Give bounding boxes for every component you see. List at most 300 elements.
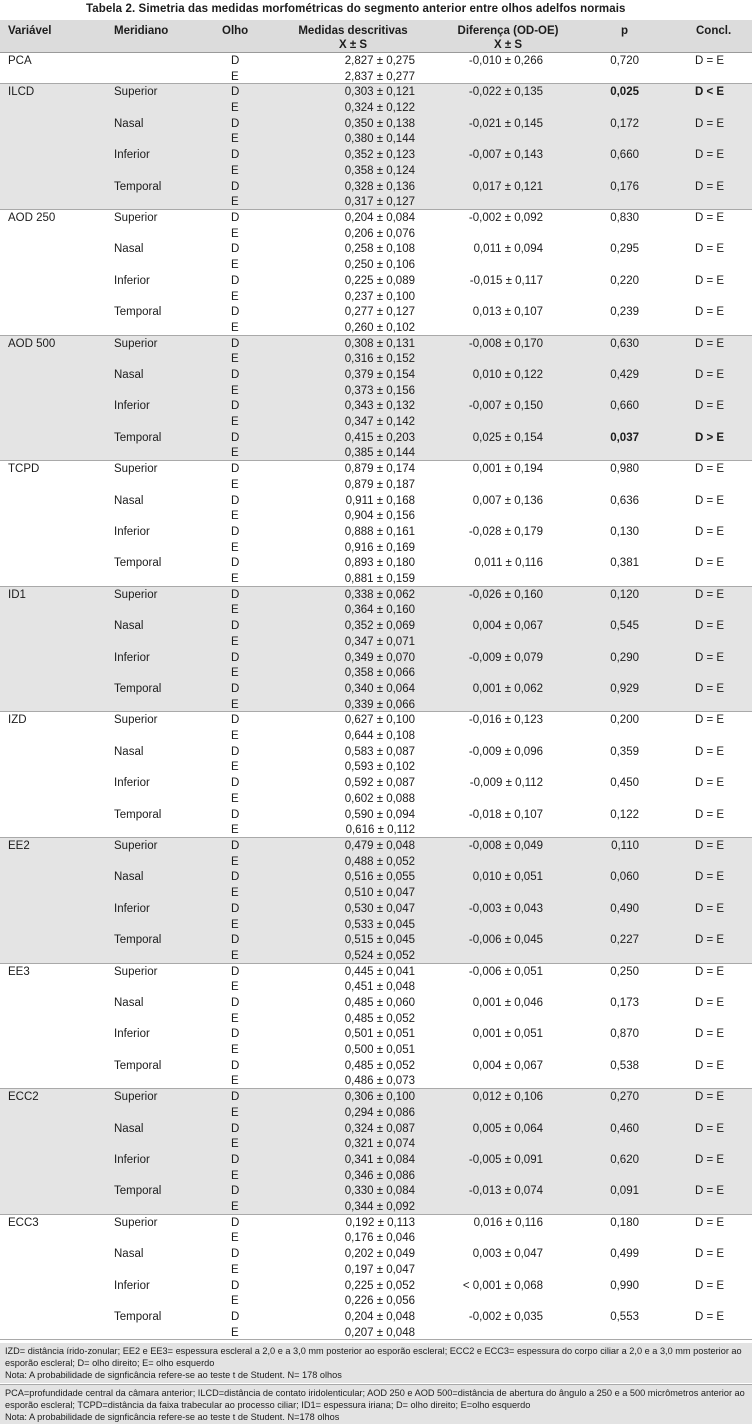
- meridian-label: Superior: [114, 212, 158, 224]
- footnote-note: Nota: A probabilidade de signficância refere-se ao teste t de Student. N= 178 olhos: [5, 1370, 342, 1380]
- measure-oe: 0,197 ± 0,047: [344, 1263, 415, 1276]
- measure-od: 0,485 ± 0,052: [344, 1059, 415, 1072]
- eye-oe: E: [231, 70, 239, 83]
- p-value: 0,499: [610, 1248, 639, 1261]
- measure-od: 0,343 ± 0,132: [344, 400, 415, 413]
- eye-oe: E: [231, 1012, 239, 1025]
- difference-value: 0,005 ± 0,064: [472, 1122, 543, 1135]
- eye-oe: E: [231, 541, 239, 554]
- conclusion: D = E: [695, 620, 725, 633]
- eye-od: D: [231, 1185, 240, 1198]
- p-value: 0,545: [610, 620, 639, 633]
- difference-value: -0,016 ± 0,123: [468, 714, 543, 727]
- p-value: 0,122: [610, 808, 639, 821]
- conclusion: D = E: [695, 212, 725, 224]
- header-p: p: [621, 25, 629, 37]
- meridian-label: Superior: [114, 463, 158, 476]
- eye-oe: E: [231, 981, 239, 994]
- footnote-divider: [0, 1384, 752, 1385]
- conclusion: D = E: [695, 557, 725, 570]
- header-medidas: [289, 24, 417, 52]
- difference-value: -0,002 ± 0,035: [468, 1310, 543, 1323]
- difference-value: -0,026 ± 0,160: [468, 588, 543, 601]
- eye-oe: E: [231, 259, 239, 272]
- difference-value: -0,006 ± 0,051: [468, 965, 543, 978]
- variable-name: EE3: [8, 965, 30, 978]
- p-value: 0,460: [610, 1122, 639, 1135]
- meridian-label: Temporal: [114, 1185, 162, 1198]
- variable-group: [0, 1215, 752, 1341]
- footnote-text: PCA=profundidade central da câmara anterior; ILCD=distância de contato iridolenticular; AOD 250 e AOD 500=distância de abertura do ângulo a 250 e a 500 micrômetros anterior ao esporão escleral; TCPD=distância da faixa trabecular ao processo ciliar; ID1= espessura iriana; D= olho direito; E=olho esquerdo: [5, 1388, 745, 1410]
- measure-oe: 0,380 ± 0,144: [344, 133, 415, 146]
- header-diferenca-sub: X ± S: [493, 39, 523, 51]
- eye-oe: E: [231, 510, 239, 523]
- eye-oe: E: [231, 416, 239, 429]
- p-value: 0,929: [610, 682, 639, 695]
- group-divider: [0, 1339, 752, 1340]
- difference-value: -0,002 ± 0,092: [468, 212, 543, 224]
- measure-oe: 0,904 ± 0,156: [344, 510, 415, 523]
- eye-od: D: [231, 682, 240, 695]
- difference-value: 0,001 ± 0,046: [472, 996, 543, 1009]
- meridian-label: Inferior: [114, 651, 150, 664]
- meridian-label: Superior: [114, 588, 158, 601]
- difference-value: 0,004 ± 0,067: [472, 620, 543, 633]
- eye-oe: E: [231, 730, 239, 743]
- footnote-block: [0, 1343, 752, 1383]
- p-value: 0,250: [610, 965, 639, 978]
- difference-value: 0,012 ± 0,106: [472, 1091, 543, 1104]
- eye-oe: E: [231, 792, 239, 805]
- meridian-label: Nasal: [114, 368, 144, 381]
- p-value: 0,120: [610, 588, 639, 601]
- conclusion: D = E: [695, 1122, 725, 1135]
- eye-oe: E: [231, 698, 239, 711]
- p-value: 0,220: [610, 274, 639, 287]
- meridian-label: Nasal: [114, 1122, 144, 1135]
- measure-oe: 0,486 ± 0,073: [344, 1075, 415, 1088]
- difference-value: -0,008 ± 0,170: [468, 337, 543, 350]
- conclusion: D = E: [695, 588, 725, 601]
- measure-oe: 0,485 ± 0,052: [344, 1012, 415, 1025]
- eye-oe: E: [231, 824, 239, 837]
- difference-value: < 0,001 ± 0,068: [462, 1279, 543, 1292]
- measure-oe: 0,385 ± 0,144: [344, 447, 415, 460]
- difference-value: -0,013 ± 0,074: [468, 1185, 543, 1198]
- measure-od: 0,530 ± 0,047: [344, 902, 415, 915]
- measure-oe: 0,879 ± 0,187: [344, 478, 415, 491]
- measure-od: 0,879 ± 0,174: [344, 463, 415, 476]
- eye-od: D: [231, 620, 240, 633]
- footnote-note: Nota: A probabilidade de signficância refere-se ao teste t de Student. N=178 olhos: [5, 1412, 340, 1422]
- eye-od: D: [231, 494, 240, 507]
- p-value: 0,636: [610, 494, 639, 507]
- p-value: 0,180: [610, 1216, 639, 1229]
- measure-oe: 0,533 ± 0,045: [344, 918, 415, 931]
- eye-od: D: [231, 212, 240, 224]
- difference-value: -0,009 ± 0,079: [468, 651, 543, 664]
- eye-oe: E: [231, 667, 239, 680]
- eye-oe: E: [231, 102, 239, 115]
- meridian-label: Superior: [114, 1091, 158, 1104]
- conclusion: D = E: [695, 745, 725, 758]
- eye-oe: E: [231, 1326, 239, 1339]
- p-value: 0,359: [610, 745, 639, 758]
- measure-oe: 0,916 ± 0,169: [344, 541, 415, 554]
- p-value: 0,239: [610, 306, 639, 319]
- measure-oe: 0,358 ± 0,066: [344, 667, 415, 680]
- p-value: 0,025: [610, 86, 639, 99]
- p-value: 0,295: [610, 243, 639, 256]
- measure-od: 0,445 ± 0,041: [344, 965, 415, 978]
- eye-od: D: [231, 1059, 240, 1072]
- measure-oe: 0,317 ± 0,127: [344, 196, 415, 209]
- measure-oe: 0,324 ± 0,122: [344, 102, 415, 115]
- table-title-bar: [0, 0, 752, 20]
- eye-oe: E: [231, 1263, 239, 1276]
- eye-od: D: [231, 149, 240, 162]
- footnote-block: [0, 1385, 752, 1424]
- eye-oe: E: [231, 1201, 239, 1214]
- eye-od: D: [231, 1028, 240, 1041]
- measure-oe: 0,881 ± 0,159: [344, 573, 415, 586]
- conclusion: D = E: [695, 996, 725, 1009]
- header-diferenca-label: Diferença (OD-OE): [457, 25, 559, 37]
- eye-oe: E: [231, 887, 239, 900]
- meridian-label: Inferior: [114, 149, 150, 162]
- p-value: 0,172: [610, 117, 639, 130]
- meridian-label: Superior: [114, 714, 158, 727]
- measure-oe: 0,524 ± 0,052: [344, 949, 415, 962]
- measure-od: 0,306 ± 0,100: [344, 1091, 415, 1104]
- conclusion: D = E: [695, 714, 725, 727]
- difference-value: 0,001 ± 0,194: [472, 463, 543, 476]
- measure-oe: 0,500 ± 0,051: [344, 1044, 415, 1057]
- p-value: 0,200: [610, 714, 639, 727]
- variable-group: [0, 210, 752, 336]
- conclusion: D = E: [695, 117, 725, 130]
- measure-od: 0,352 ± 0,123: [344, 149, 415, 162]
- difference-value: -0,022 ± 0,135: [468, 86, 543, 99]
- eye-oe: E: [231, 478, 239, 491]
- measure-od: 0,258 ± 0,108: [344, 243, 415, 256]
- p-value: 0,060: [610, 871, 639, 884]
- difference-value: 0,004 ± 0,067: [472, 1059, 543, 1072]
- difference-value: -0,007 ± 0,150: [468, 400, 543, 413]
- meridian-label: Nasal: [114, 745, 144, 758]
- eye-oe: E: [231, 353, 239, 366]
- difference-value: -0,018 ± 0,107: [468, 808, 543, 821]
- measure-oe: 0,250 ± 0,106: [344, 259, 415, 272]
- meridian-label: Superior: [114, 337, 158, 350]
- variable-group: [0, 1089, 752, 1215]
- difference-value: 0,011 ± 0,094: [473, 243, 543, 256]
- conclusion: D = E: [695, 651, 725, 664]
- meridian-label: Nasal: [114, 871, 144, 884]
- eye-od: D: [231, 117, 240, 130]
- conclusion: D = E: [695, 1248, 725, 1261]
- eye-od: D: [231, 55, 240, 67]
- eye-od: D: [231, 337, 240, 350]
- difference-value: -0,009 ± 0,096: [468, 745, 543, 758]
- measure-oe: 0,176 ± 0,046: [344, 1232, 415, 1245]
- meridian-label: Inferior: [114, 1028, 150, 1041]
- measure-oe: 0,616 ± 0,112: [345, 824, 415, 837]
- measure-od: 0,204 ± 0,048: [344, 1310, 415, 1323]
- meridian-label: Nasal: [114, 494, 144, 507]
- p-value: 0,270: [610, 1091, 639, 1104]
- eye-od: D: [231, 1216, 240, 1229]
- meridian-label: Inferior: [114, 902, 150, 915]
- measure-od: 0,202 ± 0,049: [344, 1248, 415, 1261]
- p-value: 0,720: [610, 55, 639, 67]
- header-medidas-sub: X ± S: [338, 39, 368, 51]
- eye-od: D: [231, 368, 240, 381]
- difference-value: 0,016 ± 0,116: [473, 1216, 543, 1229]
- variable-name: TCPD: [8, 463, 40, 476]
- p-value: 0,227: [610, 934, 639, 947]
- eye-oe: E: [231, 227, 239, 240]
- meridian-label: Superior: [114, 965, 158, 978]
- conclusion: D = E: [695, 682, 725, 695]
- conclusion: D = E: [695, 965, 725, 978]
- measure-od: 0,911 ± 0,168: [345, 494, 415, 507]
- p-value: 0,173: [610, 996, 639, 1009]
- meridian-label: Nasal: [114, 1248, 144, 1261]
- eye-od: D: [231, 180, 240, 193]
- eye-oe: E: [231, 447, 239, 460]
- measure-od: 0,516 ± 0,055: [344, 871, 415, 884]
- difference-value: -0,009 ± 0,112: [469, 777, 543, 790]
- meridian-label: Temporal: [114, 1059, 162, 1072]
- conclusion: D = E: [695, 1028, 725, 1041]
- p-value: 0,620: [610, 1153, 639, 1166]
- eye-od: D: [231, 777, 240, 790]
- eye-oe: E: [231, 290, 239, 303]
- p-value: 0,630: [610, 337, 639, 350]
- meridian-label: Temporal: [114, 808, 162, 821]
- conclusion: D = E: [695, 871, 725, 884]
- measure-od: 0,627 ± 0,100: [344, 714, 415, 727]
- meridian-label: Temporal: [114, 682, 162, 695]
- eye-oe: E: [231, 1075, 239, 1088]
- difference-value: -0,006 ± 0,045: [468, 934, 543, 947]
- meridian-label: Superior: [114, 840, 158, 852]
- eye-od: D: [231, 996, 240, 1009]
- p-value: 0,660: [610, 400, 639, 413]
- p-value: 0,990: [610, 1279, 639, 1292]
- measure-oe: 0,347 ± 0,071: [344, 635, 415, 648]
- conclusion: D = E: [695, 1059, 725, 1072]
- measure-oe: 0,488 ± 0,052: [344, 855, 415, 868]
- conclusion: D = E: [695, 1279, 725, 1292]
- measure-od: 2,827 ± 0,275: [344, 55, 415, 67]
- eye-od: D: [231, 871, 240, 884]
- eye-oe: E: [231, 918, 239, 931]
- conclusion: D = E: [695, 1185, 725, 1198]
- measure-oe: 0,207 ± 0,048: [344, 1326, 415, 1339]
- eye-od: D: [231, 1310, 240, 1323]
- measure-oe: 0,206 ± 0,076: [344, 227, 415, 240]
- difference-value: -0,015 ± 0,117: [469, 274, 543, 287]
- meridian-label: Temporal: [114, 934, 162, 947]
- eye-od: D: [231, 557, 240, 570]
- measure-oe: 0,358 ± 0,124: [344, 164, 415, 177]
- measure-od: 0,590 ± 0,094: [344, 808, 415, 821]
- measure-od: 0,340 ± 0,064: [344, 682, 415, 695]
- eye-od: D: [231, 902, 240, 915]
- eye-oe: E: [231, 384, 239, 397]
- measure-od: 0,485 ± 0,060: [344, 996, 415, 1009]
- meridian-label: Inferior: [114, 777, 150, 790]
- eye-od: D: [231, 714, 240, 727]
- difference-value: -0,005 ± 0,091: [468, 1153, 543, 1166]
- measure-oe: 0,237 ± 0,100: [344, 290, 415, 303]
- conclusion: D = E: [695, 368, 725, 381]
- difference-value: 0,003 ± 0,047: [472, 1248, 543, 1261]
- header-meridiano: Meridiano: [114, 25, 169, 37]
- measure-oe: 0,344 ± 0,092: [344, 1201, 415, 1214]
- conclusion: D = E: [695, 274, 725, 287]
- measure-od: 0,341 ± 0,084: [344, 1153, 415, 1166]
- measure-oe: 2,837 ± 0,277: [344, 70, 415, 83]
- measure-od: 0,303 ± 0,121: [344, 86, 415, 99]
- measure-od: 0,583 ± 0,087: [344, 745, 415, 758]
- meridian-label: Nasal: [114, 117, 144, 130]
- measure-od: 0,592 ± 0,087: [344, 777, 415, 790]
- eye-od: D: [231, 463, 240, 476]
- eye-oe: E: [231, 1295, 239, 1308]
- eye-oe: E: [231, 604, 239, 617]
- p-value: 0,450: [610, 777, 639, 790]
- eye-oe: E: [231, 1232, 239, 1245]
- p-value: 0,830: [610, 212, 639, 224]
- measure-od: 0,338 ± 0,062: [344, 588, 415, 601]
- measure-od: 0,308 ± 0,131: [344, 337, 415, 350]
- difference-value: 0,010 ± 0,051: [472, 871, 543, 884]
- eye-oe: E: [231, 949, 239, 962]
- measure-oe: 0,260 ± 0,102: [344, 321, 415, 334]
- eye-oe: E: [231, 1106, 239, 1119]
- measure-od: 0,192 ± 0,113: [345, 1216, 415, 1229]
- measure-od: 0,415 ± 0,203: [344, 431, 415, 444]
- eye-od: D: [231, 840, 240, 852]
- conclusion: D > E: [695, 431, 725, 444]
- variable-name: AOD 500: [8, 337, 56, 350]
- eye-od: D: [231, 525, 240, 538]
- p-value: 0,130: [610, 525, 639, 538]
- conclusion: D = E: [695, 777, 725, 790]
- difference-value: -0,021 ± 0,145: [468, 117, 543, 130]
- variable-name: PCA: [8, 55, 32, 67]
- p-value: 0,553: [610, 1310, 639, 1323]
- variable-group: [0, 587, 752, 713]
- measure-od: 0,204 ± 0,084: [344, 212, 415, 224]
- difference-value: 0,011 ± 0,116: [474, 557, 543, 570]
- variable-group: [0, 461, 752, 587]
- conclusion: D = E: [695, 306, 725, 319]
- variable-name: AOD 250: [8, 212, 56, 224]
- measure-od: 0,893 ± 0,180: [344, 557, 415, 570]
- conclusion: D = E: [695, 180, 725, 193]
- eye-od: D: [231, 1248, 240, 1261]
- p-value: 0,176: [610, 180, 639, 193]
- p-value: 0,381: [610, 557, 639, 570]
- difference-value: 0,017 ± 0,121: [472, 180, 543, 193]
- measure-od: 0,352 ± 0,069: [344, 620, 415, 633]
- measure-oe: 0,347 ± 0,142: [344, 416, 415, 429]
- conclusion: D = E: [695, 243, 725, 256]
- meridian-label: Inferior: [114, 525, 150, 538]
- conclusion: D = E: [695, 55, 725, 67]
- measure-od: 0,350 ± 0,138: [344, 117, 415, 130]
- measure-od: 0,328 ± 0,136: [344, 180, 415, 193]
- header-variavel: Variável: [8, 25, 52, 37]
- p-value: 0,980: [610, 463, 639, 476]
- conclusion: D = E: [695, 1216, 725, 1229]
- measure-oe: 0,364 ± 0,160: [344, 604, 415, 617]
- meridian-label: Nasal: [114, 620, 144, 633]
- eye-oe: E: [231, 321, 239, 334]
- p-value: 0,870: [610, 1028, 639, 1041]
- difference-value: -0,028 ± 0,179: [468, 525, 543, 538]
- meridian-label: Inferior: [114, 400, 150, 413]
- eye-od: D: [231, 1153, 240, 1166]
- measure-od: 0,225 ± 0,052: [344, 1279, 415, 1292]
- measure-oe: 0,373 ± 0,156: [344, 384, 415, 397]
- p-value: 0,538: [610, 1059, 639, 1072]
- difference-value: 0,001 ± 0,062: [472, 682, 543, 695]
- variable-group: [0, 838, 752, 964]
- meridian-label: Temporal: [114, 557, 162, 570]
- eye-oe: E: [231, 573, 239, 586]
- eye-od: D: [231, 1122, 240, 1135]
- p-value: 0,290: [610, 651, 639, 664]
- measure-oe: 0,294 ± 0,086: [344, 1106, 415, 1119]
- conclusion: D = E: [695, 400, 725, 413]
- eye-od: D: [231, 588, 240, 601]
- measure-oe: 0,510 ± 0,047: [344, 887, 415, 900]
- conclusion: D = E: [695, 525, 725, 538]
- difference-value: 0,010 ± 0,122: [472, 368, 543, 381]
- measure-od: 0,501 ± 0,051: [344, 1028, 415, 1041]
- measure-od: 0,330 ± 0,084: [344, 1185, 415, 1198]
- measure-oe: 0,346 ± 0,086: [344, 1169, 415, 1182]
- measure-od: 0,888 ± 0,161: [344, 525, 415, 538]
- variable-name: ECC3: [8, 1216, 39, 1229]
- meridian-label: Superior: [114, 1216, 158, 1229]
- measure-od: 0,324 ± 0,087: [344, 1122, 415, 1135]
- p-value: 0,490: [610, 902, 639, 915]
- p-value: 0,091: [610, 1185, 639, 1198]
- eye-oe: E: [231, 164, 239, 177]
- eye-od: D: [231, 965, 240, 978]
- meridian-label: Temporal: [114, 431, 162, 444]
- eye-od: D: [231, 243, 240, 256]
- measure-od: 0,379 ± 0,154: [344, 368, 415, 381]
- eye-od: D: [231, 431, 240, 444]
- table-title: Tabela 2. Simetria das medidas morfométricas do segmento anterior entre olhos adelfos normais: [86, 3, 626, 15]
- variable-name: ILCD: [8, 86, 35, 99]
- eye-od: D: [231, 651, 240, 664]
- measure-od: 0,515 ± 0,045: [344, 934, 415, 947]
- eye-od: D: [231, 745, 240, 758]
- footnote-text: IZD= distância írido-zonular; EE2 e EE3= espessura escleral a 2,0 e a 3,0 mm posterior ao esporão escleral; ECC2 e ECC3= espessura do corpo ciliar a 2,0 e a 3,0 mm posterior ao esporão escleral; D= olho direito; E= olho esquerdo: [5, 1346, 742, 1368]
- measure-oe: 0,321 ± 0,074: [344, 1138, 415, 1151]
- difference-value: -0,007 ± 0,143: [468, 149, 543, 162]
- meridian-label: Inferior: [114, 274, 150, 287]
- header-concl: Concl.: [696, 25, 732, 37]
